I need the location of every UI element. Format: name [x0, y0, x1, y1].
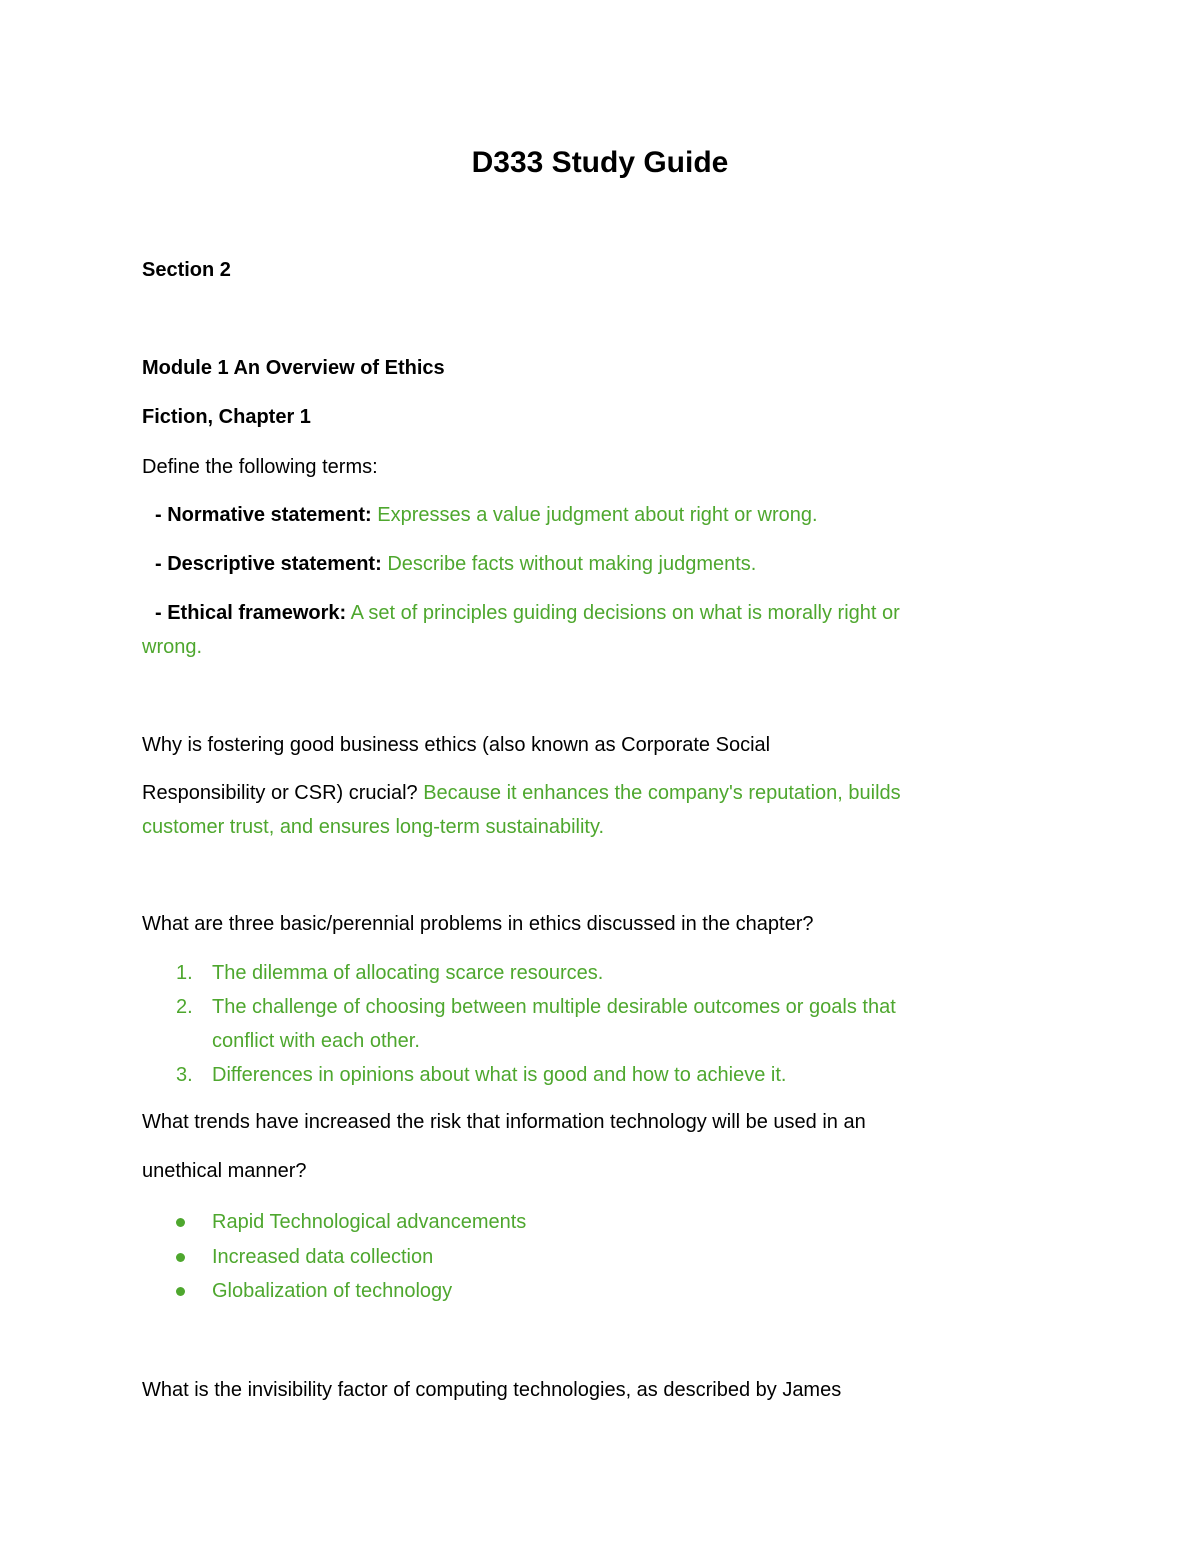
csr-question-end: Responsibility or CSR) crucial?: [142, 782, 418, 804]
term-label: - Normative statement:: [155, 504, 372, 526]
define-prompt: Define the following terms:: [142, 456, 378, 478]
term-descriptive: [155, 547, 1035, 581]
csr-answer: Because it enhances the company's reputation, builds: [423, 782, 901, 804]
module-heading: Module 1 An Overview of Ethics: [142, 357, 445, 379]
trends-question: What trends have increased the risk that information technology will be used in an: [142, 1111, 866, 1133]
problems-question: What are three basic/perennial problems in ethics discussed in the chapter?: [142, 913, 814, 935]
page-title: D333 Study Guide: [471, 146, 729, 179]
trends-question-continued: unethical manner?: [142, 1160, 307, 1182]
list-item: 1. The dilemma of allocating scarce resources.: [176, 962, 604, 984]
list-item: Rapid Technological advancements: [142, 1205, 1022, 1240]
csr-question-continued: [142, 776, 1022, 810]
bullet-icon: [176, 1253, 185, 1262]
list-item: 3. Differences in opinions about what is good and how to achieve it.: [176, 1064, 787, 1086]
bullet-icon: [176, 1287, 185, 1296]
term-normative: [155, 498, 1035, 532]
list-item: Increased data collection: [142, 1240, 1022, 1275]
term-definition-continued: wrong.: [142, 636, 203, 658]
term-ethical-framework: [155, 596, 1035, 630]
list-item: 2. The challenge of choosing between multiple desirable outcomes or goals that conflict with each other.: [176, 996, 896, 1052]
list-item: Globalization of technology: [142, 1274, 1022, 1309]
term-definition: Expresses a value judgment about right or wrong.: [377, 504, 818, 526]
chapter-heading: Fiction, Chapter 1: [142, 406, 311, 428]
csr-answer-continued: customer trust, and ensures long-term sustainability.: [142, 816, 605, 838]
bullet-icon: [176, 1218, 185, 1227]
trends-list: [142, 1205, 1022, 1309]
invisibility-question: What is the invisibility factor of computing technologies, as described by James: [142, 1379, 842, 1401]
term-label: - Descriptive statement:: [155, 553, 382, 575]
problems-list: [142, 956, 1022, 1092]
section-heading: Section 2: [142, 259, 231, 281]
term-definition: Describe facts without making judgments.: [387, 553, 757, 575]
term-label: - Ethical framework:: [155, 602, 347, 624]
term-definition: A set of principles guiding decisions on what is morally right or: [350, 602, 900, 624]
csr-question: Why is fostering good business ethics (also known as Corporate Social: [142, 734, 771, 756]
